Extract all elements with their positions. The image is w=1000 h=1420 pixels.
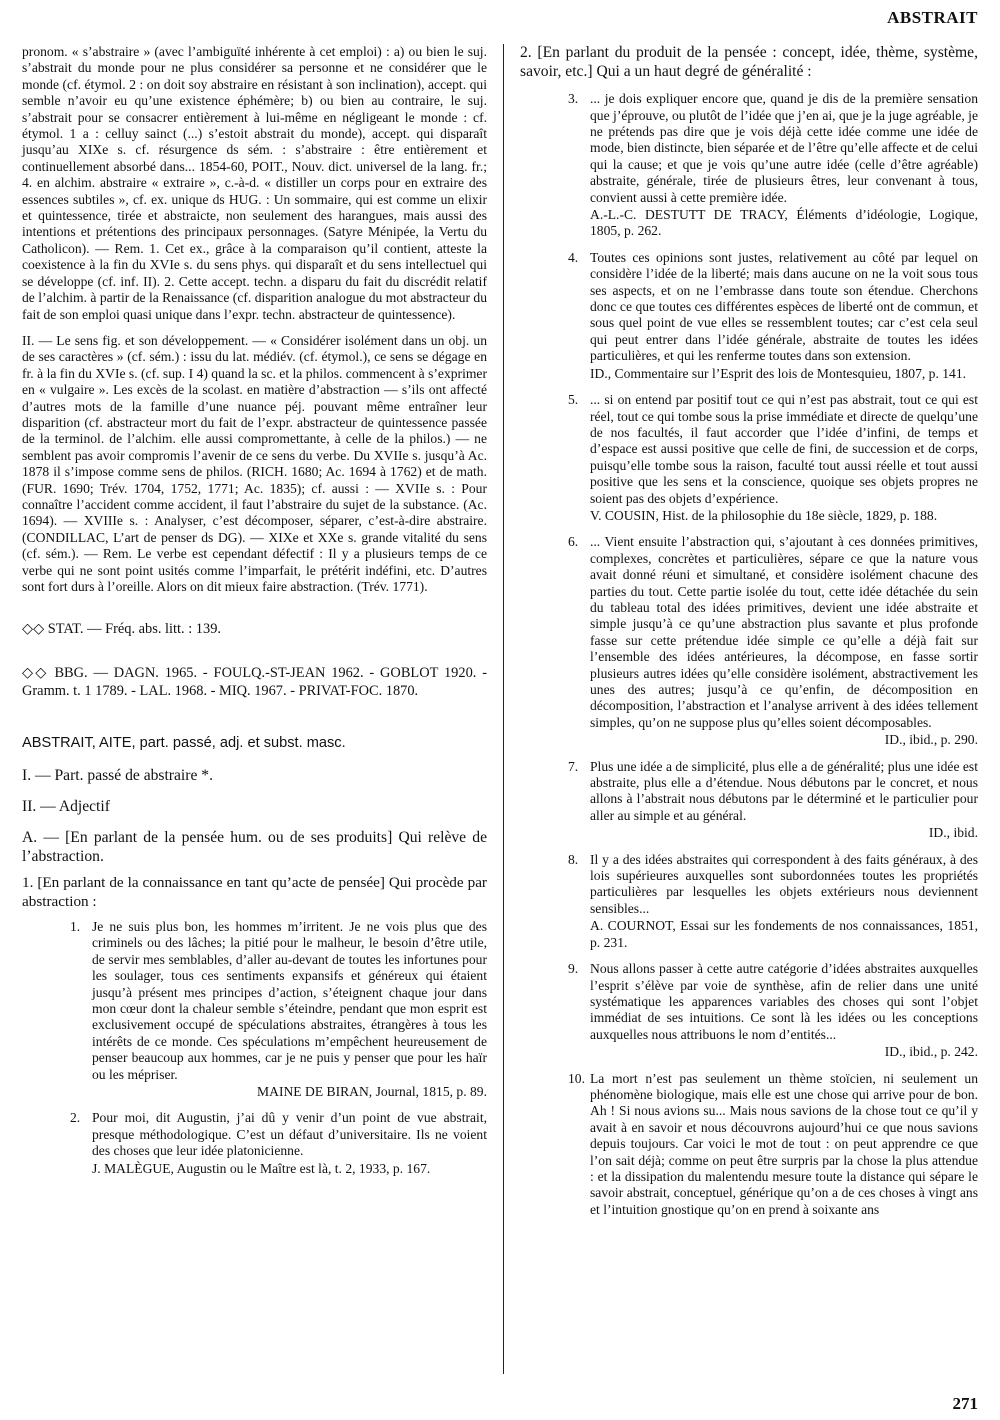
subsection-2: 2. [En parlant du produit de la pensée : concept, idée, thème, système, savoir, etc.] Qui a un haut degré de généralité : [520,44,978,80]
example-source: J. MALÈGUE, Augustin ou le Maître est là, t. 2, 1933, p. 167. [92,1160,431,1176]
stat-line: ◇◇ STAT. — Fréq. abs. litt. : 139. [22,621,221,638]
example-9 [568,961,978,1060]
example-number: 1. [70,919,81,934]
left-column [22,44,487,1187]
example-3 [568,91,978,240]
example-source: ID., Commentaire sur l’Esprit des lois de Montesquieu, 1807, p. 141. [590,365,967,381]
example-10 [568,1071,978,1219]
example-number: 9. [568,961,579,977]
example-number: 2. [70,1110,81,1126]
example-source: MAINE DE BIRAN, Journal, 1815, p. 89. [257,1084,487,1100]
example-2 [70,1110,487,1177]
section-a: A. — [En parlant de la pensée hum. ou de ses produits] Qui relève de l’abstraction. [22,829,487,866]
etymology-paragraph: pronom. « s’abstraire » (avec l’ambiguïté inhérente à cet emploi) : a) ou bien le suj. s’abstrait du monde pour ne plus considérer sa personne et ne considérer que le monde (cf. étymol. 2 : on doit soy abstraire en résistant à son inclination), accept. qui semble n’avoir eu qu’une existence éphémère; b) ou bien au contraire, le suj. s’abstrait pour se consacrer entièrement à lui-même en négligeant le monde : cf. étymol. 1 a : celluy sainct (...) s’estoit abstrait du monde), accept. qui disparaît jusqu’au XIXe s. cf. résurgence ds sém. : s’abstraire : être entièrement et continuellement absorbé dans... 1854-60, POIT., Nouv. dict. universel de la lang. fr.; 4. en alchim. abstraire « extraire », c.-à-d. « distiller un corps pour en extraire des essences subtiles », cf. ex. unique ds HUG. : Un sommaire, qui est comme un elixir et quintessence, tirée et abstraicte, non seulement des harangues, mais aussi des intentions et prétentions des principaux personnages. (Satyre Ménipée, la Vertu du Catholicon). — Rem. 1. Cet ex., grâce à la comparaison qu’il contient, atteste la coexistence à la fin du XVIe s. du sens phys. qui disparaît et du sens intellectuel qui se développe (cf. inf. II). 2. Cette accept. techn. a disparu du fait du discrédit relatif de l’alchim. à partir de la Renaissance (cf. disparition analogue du mot abstracteur du fait de son emploi quasi unique dans l’expr. techn. abstracteur de quintessence). [22,44,487,322]
example-text: Il y a des idées abstraites qui correspondent à des faits généraux, à des lois supérieures auxquelles sont subordonnées toutes les propriétés particulières par lesquelles les objets extérieurs nous deviennent sensibles... [590,851,978,916]
subsection-1: 1. [En parlant de la connaissance en tant qu’acte de pensée] Qui procède par abstraction : [22,874,487,910]
figurative-sense-paragraph: II. — Le sens fig. et son développement. — « Considérer isolément dans un obj. un de ses caractères » (cf. sém.) : issu du lat. médiév. (cf. étymol.), ce sens se dégage en fr. à la fin du XVIe s. (cf. sup. I 4) quand la sc. et la philos. commencent à s’exprimer en « vulgaire ». Les excès de la scolast. en matière d’abstraction — s’ils ont affecté d’autres mots de la famille d’une nuance péj. pouvant même entraîner leur disparition (cf. abstracteur mort du fait de l’expr. abstracteur de quintessence passée de la terminol. de l’alchim. elle aussi compromettante, à celle de la philos.) — ne semblent pas avoir compromis l’avenir de ce sens du verbe. Du XVIIe s. jusqu’à Ac. 1878 il s’impose comme sens de philos. (RICH. 1680; Ac. 1694 à 1762) et de math. (FUR. 1690; Trév. 1704, 1752, 1771; Ac. 1835); cf. aussi : — XVIIe s. : Pour connaître l’accident comme accident, il faut l’abstraire du sujet de la substance. (Ac. 1694). — XVIIIe s. : Analyser, c’est décomposer, séparer, c’est-à-dire abstraire. (CONDILLAC, L’art de penser ds DG). — XIXe et XXe s. grande vitalité du sens (cf. sém.). — Rem. Le verbe est cependant défectif : Il y a plusieurs temps de ce verbe qui ne sont point usités comme l’imparfait, le prétérit indéfini, etc. D’autres sont fort durs à l’oreille. Alors on dit mieux faire abstraction. (Trév. 1771). [22,332,487,594]
bibliography-line: ◇◇ BBG. — DAGN. 1965. - FOULQ.-ST-JEAN 1962. - GOBLOT 1920. - Gramm. t. 1 1789. - LAL. 1968. - MIQ. 1967. - PRIVAT-FOC. 1870. [22,665,487,699]
column-divider [503,44,504,1374]
example-source: ID., ibid., p. 290. [884,732,978,748]
example-text: Nous allons passer à cette autre catégorie d’idées abstraites auxquelles l’esprit s’élève par voie de synthèse, afin de relier dans une unité systématique les apparences variables des choses qui sont l’objet immédiat de ses intuitions. Ce sont là les idées ou les conceptions auxquelles nous attribuons le nom d’entités... [590,961,978,1042]
entry-headword: ABSTRAIT, AITE, part. passé, adj. et subst. masc. [22,735,346,752]
example-4 [568,250,978,382]
example-number: 3. [568,91,579,107]
page-number: 271 [952,1394,978,1413]
example-text: ... je dois expliquer encore que, quand je dis de la première sensation que j’éprouve, ou plutôt de l’idée que j’en ai, que je la juge agréable, je ne prétends pas dire que je vois déjà cette idée comme une idée de mode, bien distincte, bien séparée et de l’être qu’elle affecte et de celui qui la cause; et que je vois qu’une autre idée (celle d’être agréable) abstraite, générale, tirée de plusieurs êtres, leur convenant à tous, convient aussi à cette première idée. [590,91,978,205]
example-number: 4. [568,249,579,265]
running-head: ABSTRAIT [887,8,978,27]
example-text: ... si on entend par positif tout ce qui n’est pas abstrait, tout ce qui est réel, tout ce qui tombe sous la prise immédiate et directe de quelqu’une de nos facultés, il faut accorder que l’idée d’infini, de temps et d’espace est aussi positive que celle de fini, de succession et de corps, puisqu’elle tombe sous la raison, faculté tout aussi réelle et tout aussi positive que les sens et la conscience, quoique ses objets propres ne soient pas des objets d’expérience. [590,392,978,506]
example-text: Je ne suis plus bon, les hommes m’irritent. Je ne vois plus que des criminels ou des lâches; la pitié pour le malheur, le besoin d’être utile, de servir mes semblables, d’aller au-devant de toutes les infortunes pour les soulager, tous ces sentiments expansifs et généreux qui étaient jusqu’à présent mes principes d’action, s’éteignent chaque jour dans mon cœur dont la chaleur semble s’éteindre, pendant que mon esprit est exclusivement occupé de spéculations abstraites, étrangères à tous les intérêts de ce monde. Ces spéculations m’empêchent heureusement de penser beaucoup aux hommes, car je ne puis y penser que pour les haïr ou les mépriser. [92,919,487,1082]
example-source: ID., ibid., p. 242. [884,1044,978,1060]
example-1 [70,919,487,1100]
example-number: 5. [568,392,579,408]
example-text: La mort n’est pas seulement un thème stoïcien, ni seulement un phénomène biologique, mais elle est une chose qui arrive pour de bon. Ah ! Si nous avions su... Mais nous savions de la chose tout ce qu’il y avait à en savoir et nous découvrons aujourd’hui ce que nous savions depuis toujours. Car voici le mot de tout : on peut apprendre ce que l’on sait déjà; comme on peut être surpris par la chose la plus attendue : et la dissipation du malentendu mesure toute la distance qui sépare le savoir abstrait, conceptuel, générique qu’on a de ces choses à vingt ans et l’intuition gnostique qu’on en prend à soixante ans [590,1070,978,1217]
example-text: Pour moi, dit Augustin, j’ai dû y venir d’un point de vue abstrait, presque méthodologique. C’est un défaut d’universitaire. Ils ne voient des choses que leur idée platonicienne. [92,1110,487,1159]
example-number: 6. [568,534,579,550]
example-source: A. COURNOT, Essai sur les fondements de nos connaissances, 1851, p. 231. [590,918,978,950]
example-number: 7. [568,758,579,774]
example-source: ID., ibid. [928,825,978,841]
right-column [520,44,978,1228]
example-text: Plus une idée a de simplicité, plus elle a de généralité; plus une idée est abstraite, plus elle a d’étendue. Nous débutons par le concret, et nous allons à l’abstrait nous débutons par le déterminé et le particulier pour aller au simple et au général. [590,758,978,823]
example-number: 10. [568,1070,585,1086]
example-6 [568,534,978,748]
example-number: 8. [568,851,579,867]
section-adjective: II. — Adjectif [22,798,110,816]
example-text: Toutes ces opinions sont justes, relativement au côté par lequel on considère l’idée de la liberté; mais dans aucune on ne la voit sous tous ses aspects, et on ne l’embrasse dans toute son étendue. Cherchons donc ce que toutes ces différentes espèces de liberté ont de commun, et sous quel point de vue elles se ressemblent toutes; car c’est cela seul qui peut entrer dans l’idée générale, abstraite de toutes les idées particulières, et qui les renferme toutes dans son extension. [590,249,978,364]
example-7 [568,759,978,842]
section-participle: I. — Part. passé de abstraire *. [22,767,213,785]
example-8 [568,852,978,951]
example-text: ... Vient ensuite l’abstraction qui, s’ajoutant à ces données primitives, complexes, concrètes et particulières, sépare ce que la nature vous avait donné réuni et simultané, et considère isolément chacune des parties du tout. Cette partie isolée du tout, cette idée détachée du sein du tableau total des idées primitives, devient une idée abstraite et simple jusqu’à ce qu’une abstraction plus savante et plus profonde fasse sur cette prétendue idée simple ce qu’elle a déjà fait sur l’ensemble des idées antérieures, la décompose, en fasse sortir plusieurs autres idées qu’elle considère isolément, abstractivement les unes des autres; jusqu’à ce qu’enfin, de décomposition en décomposition, l’abstraction et l’analyse arrivent à des idées tellement simples, qu’on ne suppose plus qu’elles soient décomposables. [590,534,978,730]
example-source: V. COUSIN, Hist. de la philosophie du 18e siècle, 1829, p. 188. [590,507,938,523]
example-5 [568,392,978,524]
example-source: A.-L.-C. DESTUTT DE TRACY, Éléments d’idéologie, Logique, 1805, p. 262. [590,207,978,239]
